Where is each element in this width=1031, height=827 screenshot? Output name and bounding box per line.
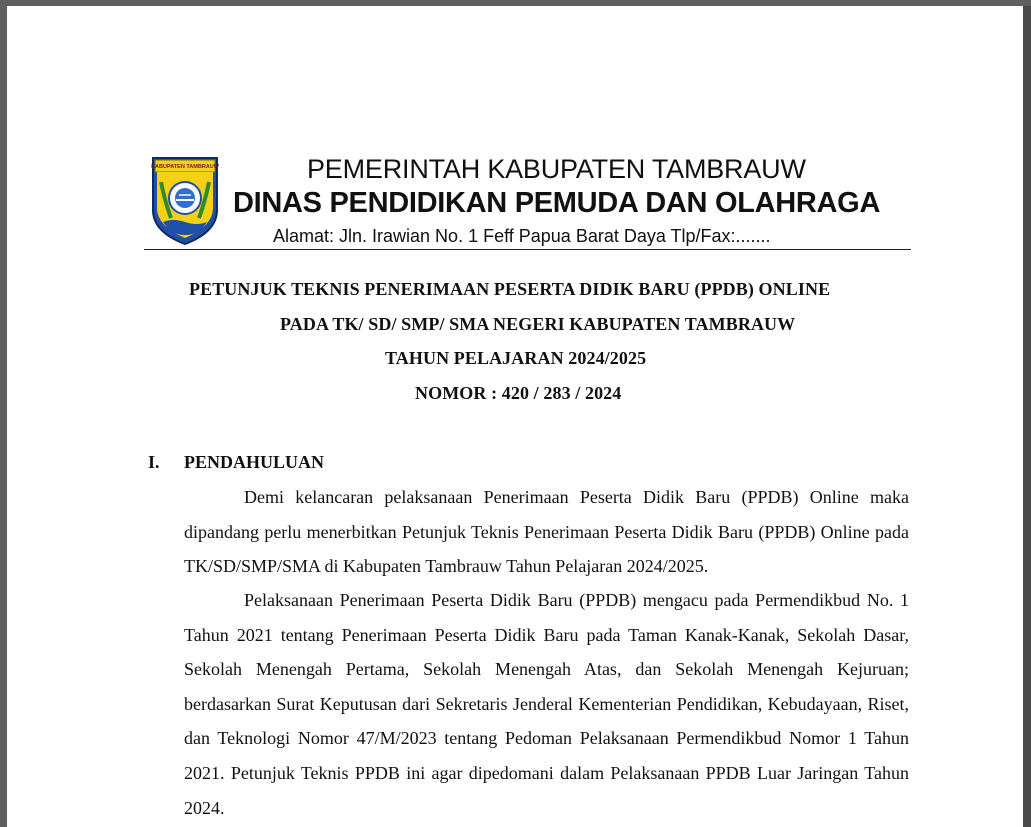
section-heading: PENDAHULUAN [184, 452, 325, 472]
document-page [7, 6, 1023, 827]
letterhead-address: Alamat: Jln. Irawian No. 1 Feff Papua Barat Daya Tlp/Fax:....... [273, 226, 771, 246]
document-title-line-2: PADA TK/ SD/ SMP/ SMA NEGERI KABUPATEN TAMBRAUW [280, 314, 796, 334]
paragraph-2: Pelaksanaan Penerimaan Peserta Didik Baru (PPDB) mengacu pada Permendikbud No. 1 Tahun 2021 tentang Penerimaan Peserta Didik Baru pada Taman Kanak-Kanak, Sekolah Dasar, Sekolah Menengah Pertama, Sekolah Menengah Atas, dan Sekolah Menengah Kejuruan; berdasarkan Surat Keputusan dari Sekretaris Jenderal Kementerian Pendidikan, Kebudayaan, Riset, dan Teknologi Nomor 47/M/2023 tentang Pedoman Pelaksanaan Permendikbud Nomor 1 Tahun 2021. Petunjuk Teknis PPDB ini agar dipedomani dalam Pelaksanaan PPDB Luar Jaringan Tahun 2024. [184, 590, 909, 818]
document-title-year: TAHUN PELAJARAN 2024/2025 [385, 348, 647, 368]
logo-lettering: KABUPATEN TAMBRAUW [151, 164, 219, 170]
paragraph-1: Demi kelancaran pelaksanaan Penerimaan Peserta Didik Baru (PPDB) Online maka dipandang perlu menerbitkan Petunjuk Teknis Penerimaan Peserta Didik Baru (PPDB) Online pada TK/SD/SMP/SMA di Kabupaten Tambrauw Tahun Pelajaran 2024/2025. [184, 487, 909, 577]
section-number: I. [148, 452, 160, 472]
viewer-background-edge [1023, 6, 1031, 827]
document-number: NOMOR : 420 / 283 / 2024 [415, 383, 622, 403]
letterhead-department-name: DINAS PENDIDIKAN PEMUDA DAN OLAHRAGA [233, 187, 881, 219]
document-title-line-1: PETUNJUK TEKNIS PENERIMAAN PESERTA DIDIK BARU (PPDB) ONLINE [189, 279, 831, 299]
letterhead-divider [144, 249, 911, 250]
regency-emblem-logo [149, 152, 221, 246]
letterhead-government-name: PEMERINTAH KABUPATEN TAMBRAUW [307, 154, 806, 184]
